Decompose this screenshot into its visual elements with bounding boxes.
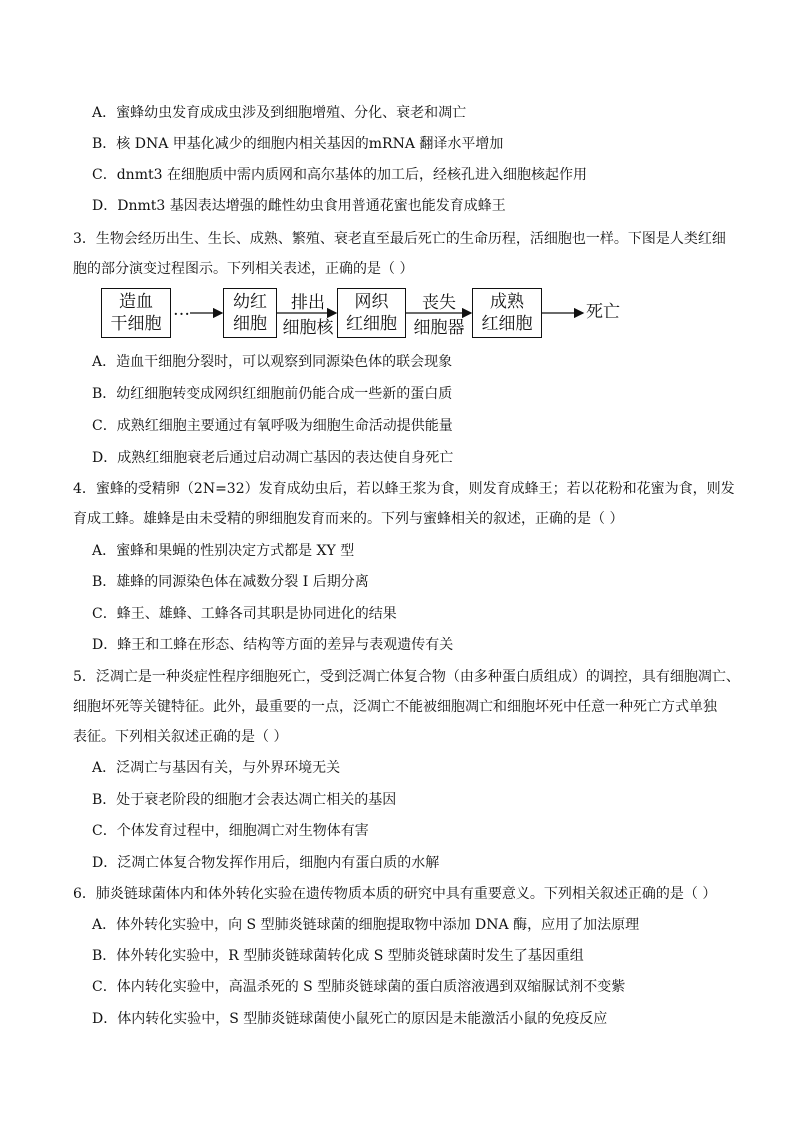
box-reticulocyte <box>337 288 406 338</box>
arrow2-label-bottom: 细胞核 <box>282 318 334 338</box>
q6-option-c: C．体内转化实验中，高温杀死的 S 型肺炎链球菌的蛋白质溶液遇到双缩脲试剂不变紫 <box>92 979 626 995</box>
q4-option-a: A．蜜蜂和果蝇的性别决定方式都是 XY 型 <box>92 543 355 559</box>
box3-line2: 红细胞 <box>346 314 397 334</box>
arrow2-label-top: 排出 <box>291 293 325 313</box>
q4-option-b: B．雄蜂的同源染色体在减数分裂 I 后期分离 <box>92 574 369 590</box>
box-hematopoietic-stem-cell <box>101 288 171 338</box>
q5-option-a: A．泛凋亡与基因有关，与外界环境无关 <box>92 760 341 776</box>
q5-option-d: D．泛凋亡体复合物发挥作用后，细胞内有蛋白质的水解 <box>92 855 440 871</box>
q3-option-a: A．造血干细胞分裂时，可以观察到同源染色体的联会现象 <box>92 354 453 370</box>
q2-option-c: C．dnmt3 在细胞质中需内质网和高尔基体的加工后，经核孔进入细胞核起作用 <box>92 167 587 183</box>
q2-option-d: D．Dnmt3 基因表达增强的雌性幼虫食用普通花蜜也能发育成蜂王 <box>92 198 506 214</box>
box4-line1: 成熟 <box>490 292 524 312</box>
box1-line2: 干细胞 <box>110 314 162 334</box>
q4-stem-line1: 4．蜜蜂的受精卵（2N=32）发育成幼虫后，若以蜂王浆为食，则发育成蜂王；若以花粉和花蜜为食，则发 <box>73 481 735 497</box>
box1-line1: 造血 <box>119 292 153 312</box>
box2-line2: 细胞 <box>233 314 267 334</box>
box4-line2: 红细胞 <box>481 314 533 334</box>
q6-option-b: B．体外转化实验中，R 型肺炎链球菌转化成 S 型肺炎链球菌时发生了基因重组 <box>92 948 584 964</box>
box-mature-red-cell <box>472 288 542 338</box>
q5-stem-line1: 5．泛凋亡是一种炎症性程序细胞死亡，受到泛凋亡体复合物（由多种蛋白质组成）的调控，具有细胞凋亡、 <box>73 669 740 685</box>
flow-dots: … <box>173 300 190 320</box>
flow-end-death: 死亡 <box>586 302 620 322</box>
q5-stem-line3: 表征。下列相关叙述正确的是（ ） <box>73 729 288 745</box>
q2-option-a: A．蜜蜂幼虫发育成成虫涉及到细胞增殖、分化、衰老和凋亡 <box>92 105 467 121</box>
q5-option-b: B．处于衰老阶段的细胞才会表达凋亡相关的基因 <box>92 792 397 808</box>
arrow3-label-top: 丧失 <box>422 293 456 313</box>
arrow3-label-bottom: 细胞器 <box>413 318 465 338</box>
q4-option-c: C．蜂王、雄蜂、工蜂各司其职是协同进化的结果 <box>92 606 397 622</box>
q6-stem-line1: 6．肺炎链球菌体内和体外转化实验在遗传物质本质的研究中具有重要意义。下列相关叙述正确的是（ ） <box>73 886 717 902</box>
q4-option-d: D．蜂王和工蜂在形态、结构等方面的差异与表观遗传有关 <box>92 637 454 653</box>
box2-line1: 幼红 <box>233 292 267 312</box>
q3-stem-line1: 3．生物会经历出生、生长、成熟、繁殖、衰老直至最后死亡的生命历程，活细胞也一样。下图是人类红细 <box>73 231 726 247</box>
q6-option-a: A．体外转化实验中，向 S 型肺炎链球菌的细胞提取物中添加 DNA 酶，应用了加法原理 <box>92 917 640 933</box>
q3-option-d: D．成熟红细胞衰老后通过启动凋亡基因的表达使自身死亡 <box>92 450 454 466</box>
q3-option-b: B．幼红细胞转变成网织红细胞前仍能合成一些新的蛋白质 <box>92 386 453 402</box>
box3-line1: 网织 <box>354 292 389 312</box>
q6-option-d: D．体内转化实验中，S 型肺炎链球菌使小鼠死亡的原因是未能激活小鼠的免疫反应 <box>92 1011 608 1027</box>
q5-stem-line2: 细胞坏死等关键特征。此外，最重要的一点，泛凋亡不能被细胞凋亡和细胞坏死中任意一种死亡方式单独 <box>73 699 717 715</box>
q5-option-c: C．个体发育过程中，细胞凋亡对生物体有害 <box>92 823 369 839</box>
q2-option-b: B．核 DNA 甲基化减少的细胞内相关基因的mRNA 翻译水平增加 <box>92 136 504 152</box>
box-young-red-cell <box>223 288 277 338</box>
q4-stem-line2: 育成工蜂。雄蜂是由未受精的卵细胞发育而来的。下列与蜜蜂相关的叙述，正确的是（ ） <box>73 511 624 527</box>
q3-stem-line2: 胞的部分演变过程图示。下列相关表述，正确的是（ ） <box>73 261 414 277</box>
q3-option-c: C．成熟红细胞主要通过有氧呼吸为细胞生命活动提供能量 <box>92 418 453 434</box>
